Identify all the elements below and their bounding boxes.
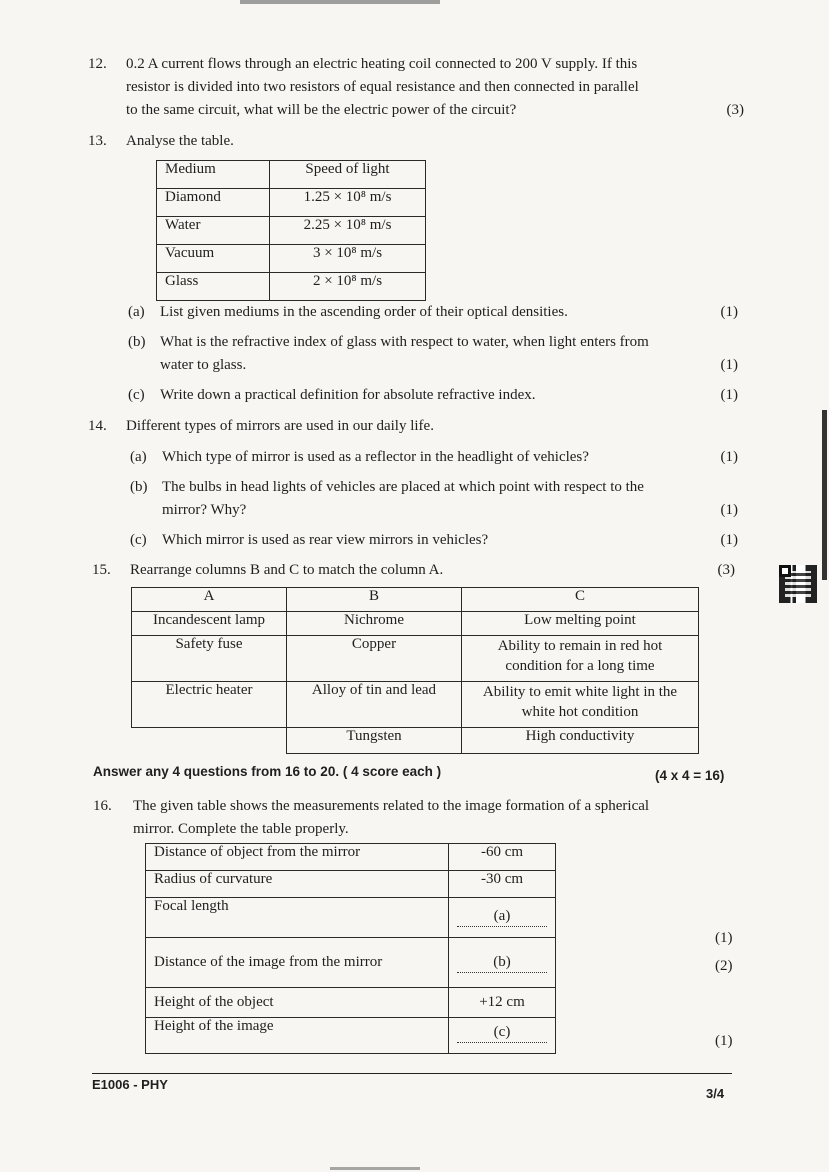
subquestion-label: (a) — [130, 449, 147, 465]
paper-code: E1006 - PHY — [92, 1077, 168, 1092]
subquestion-text: Which type of mirror is used as a reflector in the headlight of vehicles? — [162, 449, 589, 465]
subquestion-line: What is the refractive index of glass with respect to water, when light enters from — [160, 334, 649, 350]
table-header: Medium — [157, 161, 270, 189]
table-cell: 1.25 × 10⁸ m/s — [270, 189, 426, 217]
answer-blank-c — [449, 1018, 556, 1054]
scan-artifact-bottom — [330, 1167, 420, 1170]
question-prompt: Different types of mirrors are used in our daily life. — [126, 418, 434, 434]
question-text — [133, 795, 738, 841]
subquestion-label: (c) — [130, 532, 147, 548]
table-cell: 2 × 10⁸ m/s — [270, 273, 426, 301]
table-cell: Height of the object — [146, 988, 449, 1018]
table-cell: Electric heater — [132, 682, 287, 728]
table-cell: Diamond — [157, 189, 270, 217]
column-header-c: C — [462, 588, 699, 612]
question-number: 13. — [88, 133, 107, 149]
table-cell: Radius of curvature — [146, 871, 449, 898]
table-cell: -30 cm — [449, 871, 556, 898]
subquestion-label: (c) — [128, 387, 145, 403]
table-cell: Height of the image — [146, 1018, 449, 1054]
table-cell: -60 cm — [449, 844, 556, 871]
score-b: (2) — [715, 958, 733, 974]
table-cell: Glass — [157, 273, 270, 301]
footer-rule — [92, 1073, 732, 1074]
question-number: 15. — [92, 562, 111, 578]
table-cell: Nichrome — [287, 612, 462, 636]
subquestion-line: The bulbs in head lights of vehicles are placed at which point with respect to the — [162, 479, 644, 495]
score-a: (1) — [715, 930, 733, 946]
question-prompt: Analyse the table. — [126, 133, 234, 149]
question-12 — [88, 53, 744, 123]
subquestion-14a — [130, 446, 738, 470]
table-cell: Incandescent lamp — [132, 612, 287, 636]
question-score: (3) — [717, 562, 735, 578]
score-c: (1) — [715, 1033, 733, 1049]
question-number: 14. — [88, 418, 107, 434]
column-header-a: A — [132, 588, 287, 612]
question-prompt: Rearrange columns B and C to match the column A. — [130, 562, 444, 578]
question-line: 0.2 A current flows through an electric heating coil connected to 200 V supply. If this — [126, 56, 638, 72]
speed-of-light-table — [156, 160, 426, 301]
table-cell: +12 cm — [449, 988, 556, 1018]
subquestion-score: (1) — [720, 532, 738, 548]
section-instruction: Answer any 4 questions from 16 to 20. ( 4 score each ) — [93, 764, 442, 779]
subquestion-text: Which mirror is used as rear view mirrors in vehicles? — [162, 532, 489, 548]
table-cell: Vacuum — [157, 245, 270, 273]
subquestion-text: List given mediums in the ascending order of their optical densities. — [160, 304, 568, 320]
answer-blank-a — [449, 898, 556, 938]
subquestion-score: (1) — [720, 449, 738, 465]
answer-blank-label: (a) — [457, 906, 547, 927]
subquestion-13a — [128, 301, 738, 325]
subquestion-label: (a) — [128, 304, 145, 320]
question-number: 16. — [93, 798, 112, 814]
subquestion-score: (1) — [720, 387, 738, 403]
table-cell: Copper — [287, 636, 462, 682]
subquestion-13c — [128, 384, 738, 408]
answer-blank-label: (b) — [457, 952, 547, 973]
subquestion-label: (b) — [128, 334, 146, 350]
qr-code-icon — [779, 565, 817, 603]
table-cell: High conductivity — [462, 728, 699, 754]
subquestion-13b — [128, 331, 740, 379]
table-cell: Alloy of tin and lead — [287, 682, 462, 728]
table-cell: Safety fuse — [132, 636, 287, 682]
table-cell-empty — [132, 728, 287, 754]
table-cell: Distance of object from the mirror — [146, 844, 449, 871]
scan-artifact-top — [240, 0, 440, 4]
question-text — [126, 53, 744, 122]
match-columns-table — [131, 587, 699, 754]
table-cell: Tungsten — [287, 728, 462, 754]
subquestion-line: water to glass. — [160, 357, 247, 373]
question-line: resistor is divided into two resistors of equal resistance and then connected in parallel — [126, 79, 639, 95]
table-cell: Ability to emit white light in the white hot condition — [462, 682, 699, 728]
section-score: (4 x 4 = 16) — [655, 768, 725, 783]
question-number: 12. — [88, 56, 107, 72]
table-cell: 2.25 × 10⁸ m/s — [270, 217, 426, 245]
subquestion-text — [160, 331, 740, 377]
subquestion-score: (1) — [720, 502, 738, 518]
question-16 — [93, 795, 738, 841]
question-15 — [92, 559, 735, 583]
subquestion-score: (1) — [720, 357, 738, 373]
question-line: The given table shows the measurements related to the image formation of a spherical — [133, 798, 650, 814]
subquestion-text — [162, 476, 740, 522]
question-line: to the same circuit, what will be the electric power of the circuit? — [126, 102, 517, 118]
table-cell: Ability to remain in red hot condition for a long time — [462, 636, 699, 682]
subquestion-14b — [130, 476, 740, 524]
question-14 — [88, 415, 738, 439]
mirror-measurements-table — [145, 843, 556, 1054]
answer-blank-b — [449, 938, 556, 988]
table-cell: Focal length — [146, 898, 449, 938]
answer-blank-label: (c) — [457, 1022, 547, 1043]
subquestion-14c — [130, 529, 738, 553]
table-cell: Low melting point — [462, 612, 699, 636]
question-score: (3) — [726, 102, 744, 118]
question-13 — [88, 130, 744, 154]
table-cell: 3 × 10⁸ m/s — [270, 245, 426, 273]
question-line: mirror. Complete the table properly. — [133, 821, 349, 837]
subquestion-line: mirror? Why? — [162, 502, 247, 518]
scan-artifact-side — [822, 410, 827, 580]
table-cell: Water — [157, 217, 270, 245]
subquestion-score: (1) — [720, 304, 738, 320]
subquestion-text: Write down a practical definition for absolute refractive index. — [160, 387, 536, 403]
table-cell: Distance of the image from the mirror — [146, 938, 449, 988]
column-header-b: B — [287, 588, 462, 612]
page-number: 3/4 — [706, 1086, 725, 1101]
subquestion-label: (b) — [130, 479, 148, 495]
table-header: Speed of light — [270, 161, 426, 189]
